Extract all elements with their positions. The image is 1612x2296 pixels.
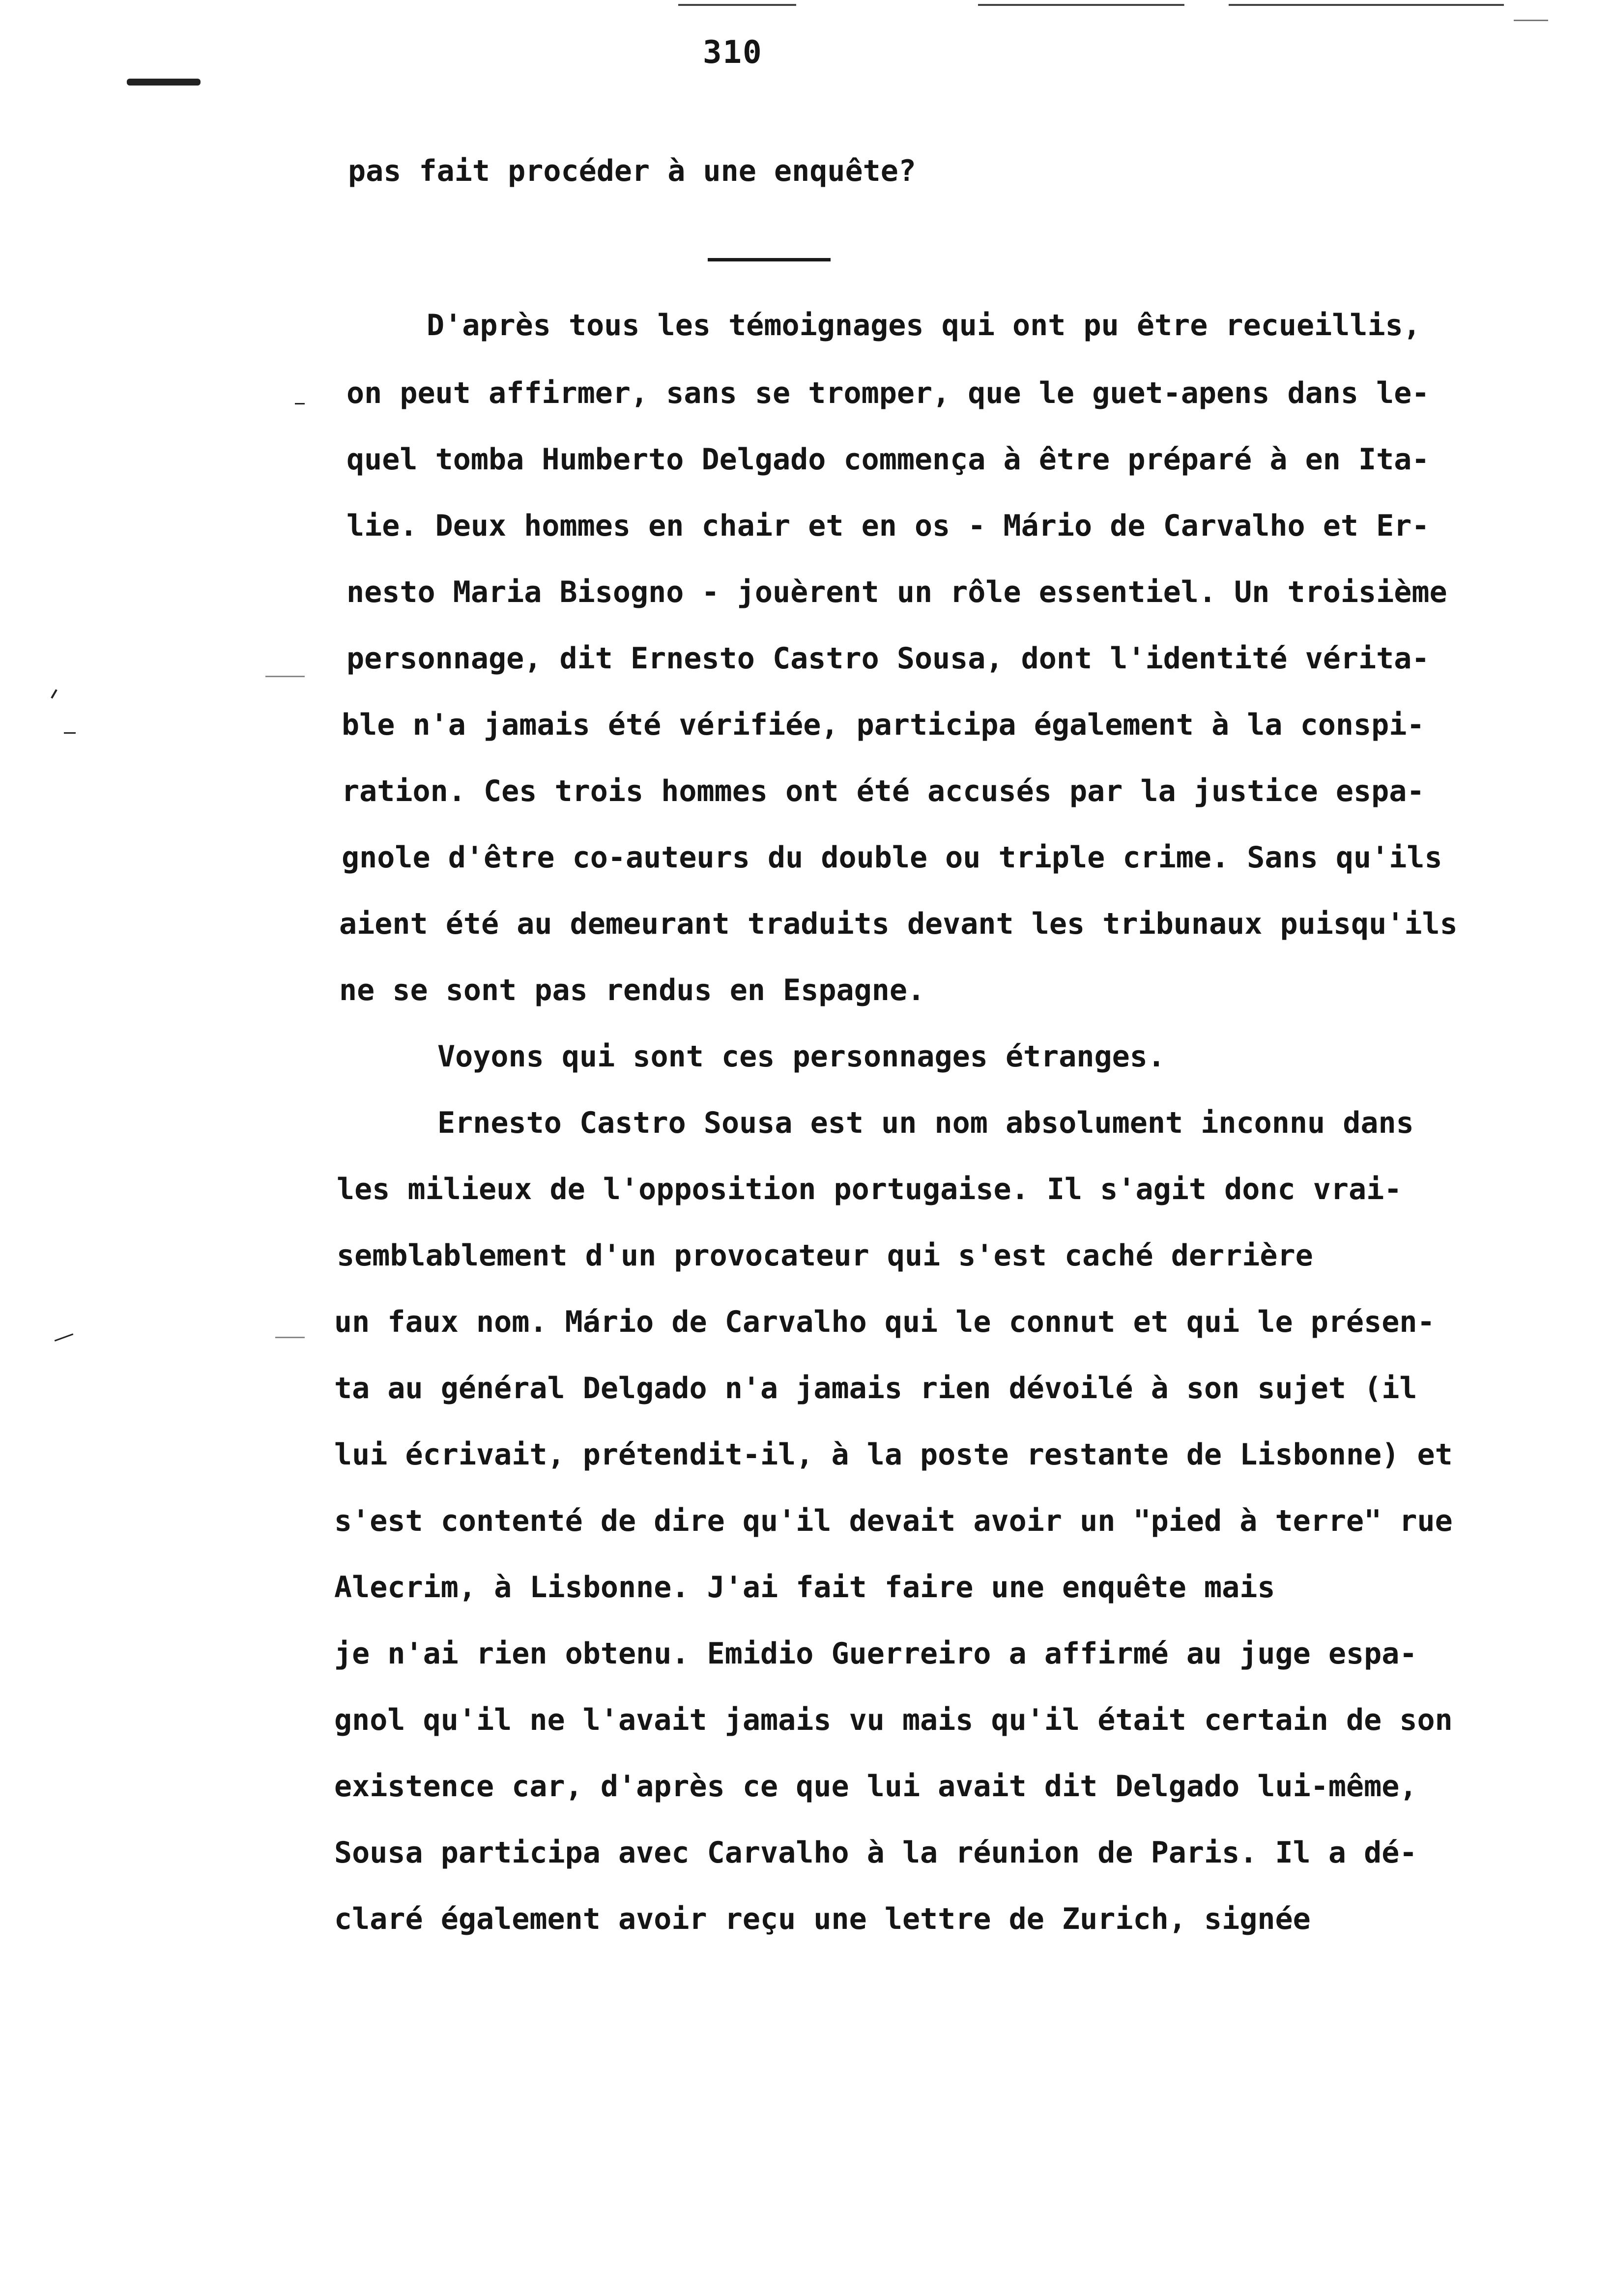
margin-ink-mark: [265, 676, 305, 677]
text-line: quel tomba Humberto Delgado commença à être préparé à en Ita-: [346, 442, 1430, 477]
top-rule: [978, 4, 1184, 6]
text-line: gnol qu'il ne l'avait jamais vu mais qu'il était certain de son: [334, 1703, 1453, 1737]
text-line: on peut affirmer, sans se tromper, que le guet-apens dans le-: [346, 376, 1430, 410]
text-line: ration. Ces trois hommes ont été accusés par la justice espa-: [342, 774, 1425, 808]
margin-ink-mark: [295, 403, 305, 404]
text-line: Sousa participa avec Carvalho à la réunion de Paris. Il a dé-: [334, 1836, 1417, 1870]
section-separator: [708, 258, 831, 261]
text-line: aient été au demeurant traduits devant les tribunaux puisqu'ils: [339, 907, 1458, 941]
text-line: D'après tous les témoignages qui ont pu être recueillis,: [427, 308, 1421, 343]
top-rule: [1229, 4, 1504, 6]
margin-ink-mark: [55, 1333, 74, 1342]
text-line: nesto Maria Bisogno - jouèrent un rôle essentiel. Un troisième: [346, 575, 1447, 609]
margin-ink-mark: [64, 732, 76, 734]
text-line: je n'ai rien obtenu. Emidio Guerreiro a affirmé au juge espa-: [334, 1636, 1417, 1671]
top-rule: [678, 4, 796, 6]
text-line: Ernesto Castro Sousa est un nom absolument inconnu dans: [437, 1106, 1414, 1140]
text-line: gnole d'être co-auteurs du double ou triple crime. Sans qu'ils: [342, 840, 1442, 875]
text-line: s'est contenté de dire qu'il devait avoir un "pied à terre" rue: [334, 1504, 1453, 1538]
text-line: lui écrivait, prétendit-il, à la poste restante de Lisbonne) et: [334, 1437, 1453, 1472]
text-line: claré également avoir reçu une lettre de Zurich, signée: [334, 1902, 1311, 1936]
text-line: pas fait procéder à une enquête?: [348, 154, 916, 188]
text-line: ne se sont pas rendus en Espagne.: [339, 973, 925, 1007]
text-line: un faux nom. Mário de Carvalho qui le connut et qui le présen-: [334, 1305, 1435, 1339]
margin-ink-mark: [51, 689, 57, 698]
text-line: Voyons qui sont ces personnages étranges.: [437, 1039, 1166, 1074]
text-line: lie. Deux hommes en chair et en os - Mário de Carvalho et Er-: [346, 509, 1430, 543]
margin-ink-mark: [1514, 20, 1548, 21]
text-line: les milieux de l'opposition portugaise. Il s'agit donc vrai-: [337, 1172, 1402, 1206]
text-line: semblablement d'un provocateur qui s'est caché derrière: [337, 1238, 1313, 1273]
text-line: Alecrim, à Lisbonne. J'ai fait faire une enquête mais: [334, 1570, 1275, 1605]
text-line: ta au général Delgado n'a jamais rien dévoilé à son sujet (il: [334, 1371, 1417, 1406]
text-line: existence car, d'après ce que lui avait dit Delgado lui-même,: [334, 1769, 1417, 1804]
margin-ink-mark: [127, 79, 201, 86]
page-number: 310: [703, 34, 763, 71]
margin-ink-mark: [275, 1337, 305, 1338]
text-line: ble n'a jamais été vérifiée, participa également à la conspi-: [342, 708, 1425, 742]
text-line: personnage, dit Ernesto Castro Sousa, dont l'identité vérita-: [346, 641, 1430, 676]
